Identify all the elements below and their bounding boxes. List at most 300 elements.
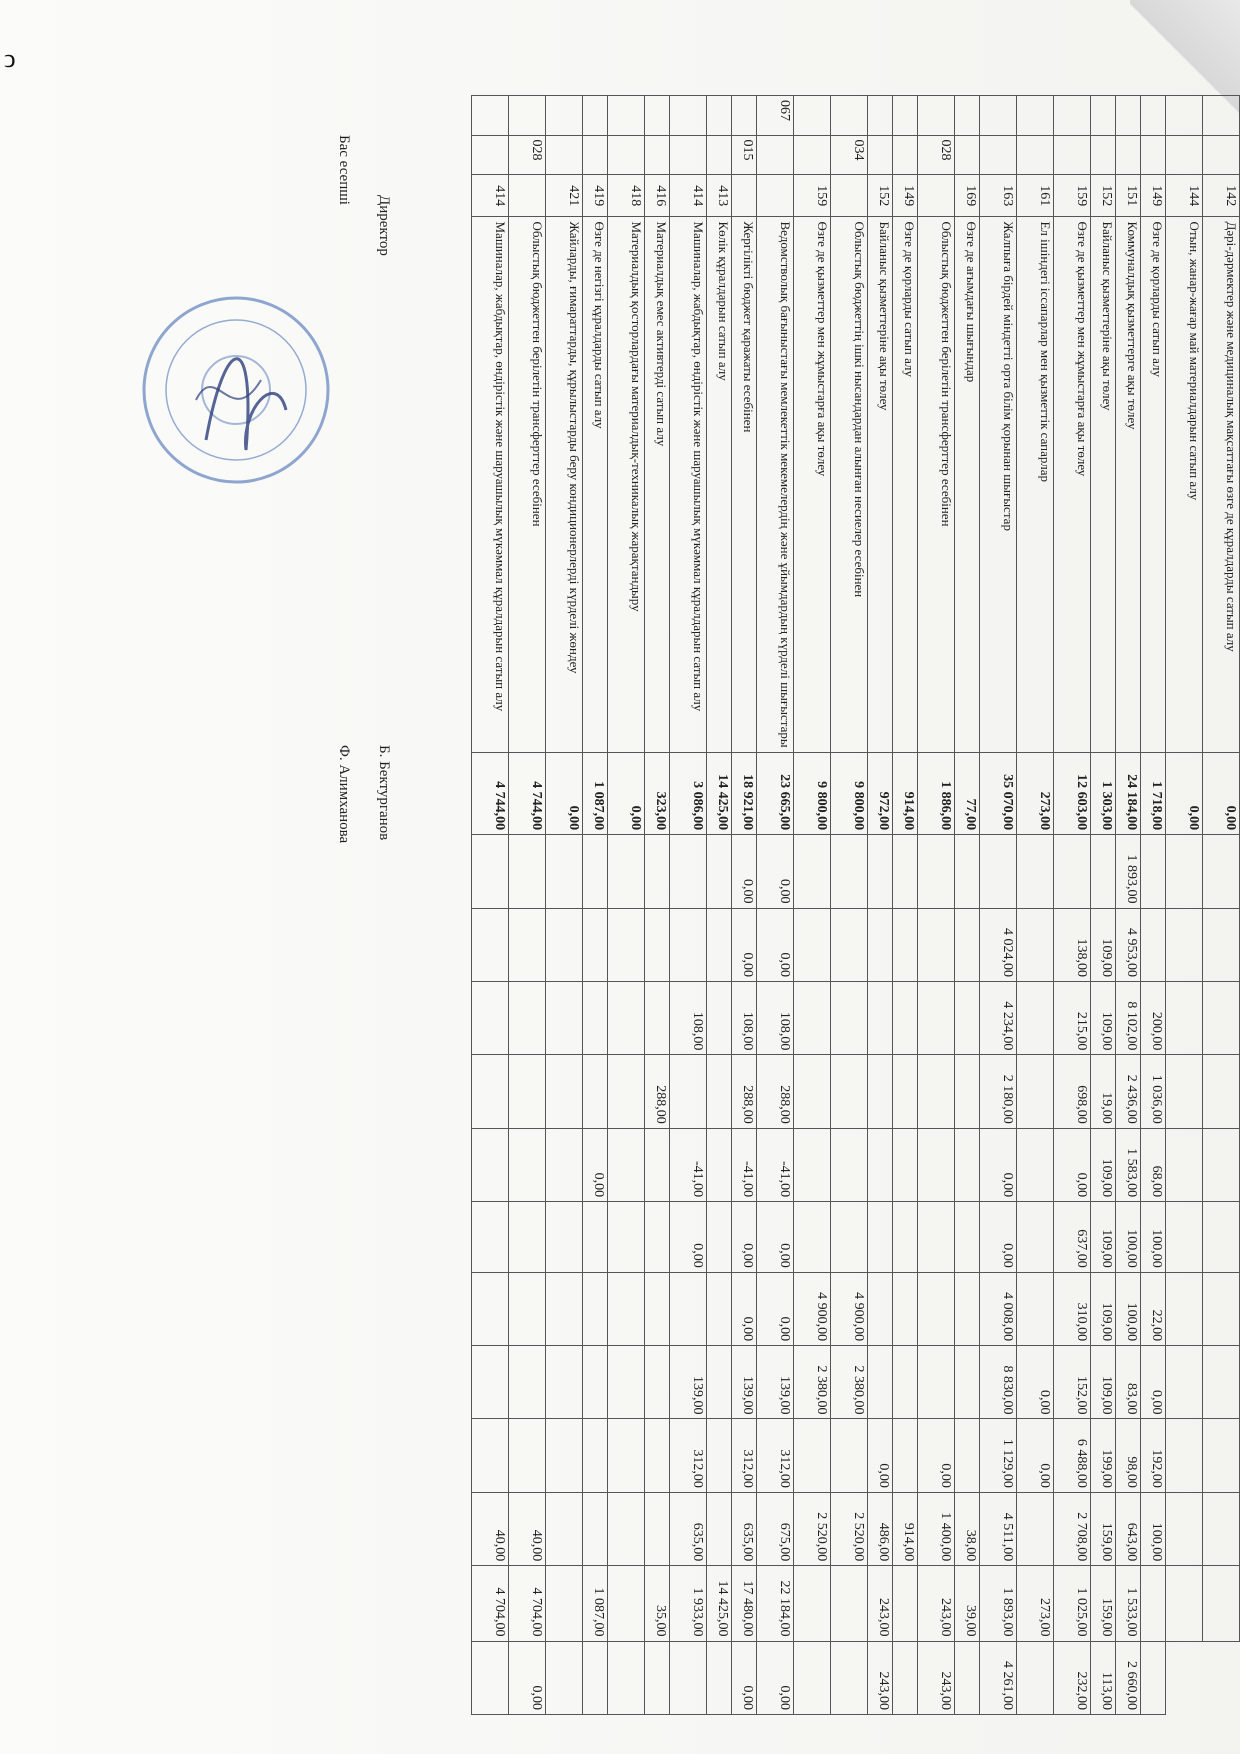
table-cell [1203, 1419, 1240, 1492]
director-name: Б. Бектурганов [376, 745, 392, 841]
table-cell [1166, 908, 1203, 981]
table-cell [893, 1566, 918, 1641]
table-cell [670, 835, 707, 908]
table-cell [831, 981, 868, 1054]
table-cell [472, 1202, 509, 1273]
table-cell [1141, 96, 1166, 136]
table-row [831, 96, 868, 1715]
table-row [546, 96, 583, 1715]
table-cell [1054, 96, 1091, 136]
table-cell [645, 1419, 670, 1492]
table-cell: 142 [1203, 175, 1240, 217]
table-cell: Өзге де негізгі құралдарды сатып алу [583, 217, 608, 752]
table-row [732, 96, 757, 1715]
table-cell [893, 1128, 918, 1201]
table-cell [546, 1641, 583, 1715]
table-cell [918, 1055, 955, 1128]
table-cell: 4 024,00 [980, 908, 1017, 981]
table-cell [955, 1641, 980, 1715]
table-cell: 39,00 [955, 1566, 980, 1641]
table-cell [1166, 1346, 1203, 1419]
table-cell: Жергілікті бюджет қаражаты есебінен [732, 217, 757, 752]
table-cell [1141, 1566, 1166, 1641]
table-cell [955, 1346, 980, 1419]
table-cell [546, 135, 583, 175]
table-cell: 109,00 [1091, 1202, 1116, 1273]
table-cell [893, 835, 918, 908]
table-cell [868, 835, 893, 908]
table-cell: 138,00 [1054, 908, 1091, 981]
table-cell [546, 1055, 583, 1128]
table-cell [1166, 1055, 1203, 1128]
table-cell [707, 908, 732, 981]
table-cell: Өзге де қызметтер мен жұмыстарға ақы төлеу [794, 217, 831, 752]
table-cell [980, 835, 1017, 908]
table-cell [1166, 1202, 1203, 1273]
table-cell: 9 800,00 [794, 752, 831, 835]
table-cell [509, 1055, 546, 1128]
table-cell [472, 1641, 509, 1715]
table-cell [831, 1419, 868, 1492]
table-cell: 9 800,00 [831, 752, 868, 835]
table-cell [645, 908, 670, 981]
table-cell [608, 981, 645, 1054]
table-cell [509, 1346, 546, 1419]
table-cell [509, 835, 546, 908]
table-cell [955, 981, 980, 1054]
table-cell: 200,00 [1141, 981, 1166, 1054]
table-cell: 152,00 [1054, 1346, 1091, 1419]
table-cell: 2 380,00 [794, 1346, 831, 1419]
table-cell [707, 1346, 732, 1419]
table-cell: 4 234,00 [980, 981, 1017, 1054]
table-cell [1017, 1492, 1054, 1565]
table-cell [893, 135, 918, 175]
table-cell [1017, 835, 1054, 908]
table-cell: 109,00 [1091, 908, 1116, 981]
table-cell: 1 933,00 [670, 1566, 707, 1641]
table-cell [546, 981, 583, 1054]
table-cell: 4 953,00 [1116, 908, 1141, 981]
table-cell: 2 380,00 [831, 1346, 868, 1419]
table-cell: 243,00 [868, 1641, 893, 1715]
table-cell [831, 1128, 868, 1201]
table-cell: 0,00 [732, 835, 757, 908]
table-cell [583, 1419, 608, 1492]
table-cell: -41,00 [757, 1128, 794, 1201]
table-cell: 192,00 [1141, 1419, 1166, 1492]
table-cell [670, 135, 707, 175]
table-cell [608, 835, 645, 908]
table-cell: 635,00 [670, 1492, 707, 1565]
table-cell [645, 1202, 670, 1273]
table-cell: 14 425,00 [707, 1566, 732, 1641]
table-cell: 152 [1091, 175, 1116, 217]
table-cell: 159 [794, 175, 831, 217]
table-cell: 914,00 [893, 752, 918, 835]
table-cell: Облыстық бюджеттен берілетін трансферттер есебінен [509, 217, 546, 752]
table-cell [980, 96, 1017, 136]
table-cell: 159,00 [1091, 1566, 1116, 1641]
table-cell [794, 1202, 831, 1273]
table-cell: 2 180,00 [980, 1055, 1017, 1128]
table-cell [1091, 835, 1116, 908]
table-cell: 288,00 [757, 1055, 794, 1128]
table-cell: 22,00 [1141, 1272, 1166, 1345]
table-cell: 0,00 [732, 1641, 757, 1715]
table-cell: -41,00 [732, 1128, 757, 1201]
table-cell [831, 1202, 868, 1273]
table-cell [955, 835, 980, 908]
table-cell: 100,00 [1116, 1272, 1141, 1345]
table-cell: 416 [645, 175, 670, 217]
table-cell: 139,00 [670, 1346, 707, 1419]
table-cell: 98,00 [1116, 1419, 1141, 1492]
table-cell [831, 1566, 868, 1641]
table-cell: 0,00 [1166, 752, 1203, 835]
table-cell [868, 1272, 893, 1345]
table-cell [831, 1055, 868, 1128]
table-cell: 0,00 [757, 1641, 794, 1715]
table-cell [608, 1202, 645, 1273]
table-cell [1203, 1128, 1240, 1201]
table-cell: Машиналар, жабдықтар, өндірістік және шаруашылық мүкәммал құралдарын сатып алу [472, 217, 509, 752]
table-cell: 2 520,00 [794, 1492, 831, 1565]
table-cell: 034 [831, 135, 868, 175]
table-cell: 100,00 [1141, 1492, 1166, 1565]
table-cell [1141, 135, 1166, 175]
table-cell [707, 96, 732, 136]
table-cell [472, 981, 509, 1054]
table-cell: 972,00 [868, 752, 893, 835]
table-cell: 1 718,00 [1141, 752, 1166, 835]
table-cell [670, 1641, 707, 1715]
table-cell [509, 981, 546, 1054]
table-cell [670, 908, 707, 981]
table-cell: 14 425,00 [707, 752, 732, 835]
table-cell: Жалпыға бірдей міндетті орта білім қорынан шығыстар [980, 217, 1017, 752]
table-cell: 108,00 [670, 981, 707, 1054]
table-cell: 273,00 [1017, 752, 1054, 835]
table-cell [645, 835, 670, 908]
table-cell: 199,00 [1091, 1419, 1116, 1492]
table-cell [732, 96, 757, 136]
table-cell [831, 835, 868, 908]
table-cell: 486,00 [868, 1492, 893, 1565]
table-cell: 161 [1017, 175, 1054, 217]
table-cell: 288,00 [732, 1055, 757, 1128]
table-cell [757, 175, 794, 217]
table-cell [472, 135, 509, 175]
table-cell: 414 [472, 175, 509, 217]
table-cell: 3 086,00 [670, 752, 707, 835]
table-cell [645, 1492, 670, 1565]
table-cell [707, 1128, 732, 1201]
table-cell [608, 1128, 645, 1201]
table-cell [645, 1128, 670, 1201]
table-cell [707, 835, 732, 908]
table-cell [608, 96, 645, 136]
table-cell: 4 261,00 [980, 1641, 1017, 1715]
table-cell: 163 [980, 175, 1017, 217]
table-cell: 1 087,00 [583, 1566, 608, 1641]
table-cell [608, 1492, 645, 1565]
table-cell: Коммуналдық қызметтерге ақы төлеу [1116, 217, 1141, 752]
table-cell: 028 [509, 135, 546, 175]
table-cell: 169 [955, 175, 980, 217]
table-cell: Ведомстволық бағыныстағы мемлекеттік мекемелердің және ұйымдардың күрделі шығыстары [757, 217, 794, 752]
table-cell [546, 1492, 583, 1565]
table-cell [918, 1272, 955, 1345]
table-row [608, 96, 645, 1715]
table-cell [583, 96, 608, 136]
table-cell [546, 1202, 583, 1273]
official-stamp [136, 290, 336, 490]
table-row [1203, 96, 1240, 1715]
table-cell [1203, 1272, 1240, 1345]
budget-table [471, 95, 1240, 1715]
table-cell [1017, 135, 1054, 175]
table-cell [868, 96, 893, 136]
table-row [1054, 96, 1091, 1715]
table-cell [1017, 1272, 1054, 1345]
table-cell [583, 981, 608, 1054]
table-row [757, 96, 794, 1715]
table-cell [583, 1055, 608, 1128]
table-row [1166, 96, 1203, 1715]
table-cell [955, 1128, 980, 1201]
table-cell [645, 135, 670, 175]
table-cell: 149 [893, 175, 918, 217]
table-cell: 35,00 [645, 1566, 670, 1641]
table-cell [1203, 835, 1240, 908]
table-cell [546, 1272, 583, 1345]
table-cell: 1 036,00 [1141, 1055, 1166, 1128]
table-cell: 0,00 [583, 1128, 608, 1201]
table-cell [1203, 96, 1240, 136]
binder-mark: ↄ [4, 44, 16, 73]
table-row [955, 96, 980, 1715]
table-cell: 1 087,00 [583, 752, 608, 835]
table-cell [1091, 135, 1116, 175]
table-cell: 015 [732, 135, 757, 175]
table-cell [707, 1492, 732, 1565]
table-cell: Ел ішіндегі іссапарлар мен қызметтік сапарлар [1017, 217, 1054, 752]
table-cell [509, 96, 546, 136]
table-cell: 419 [583, 175, 608, 217]
table-cell [509, 1419, 546, 1492]
table-cell: 0,00 [670, 1202, 707, 1273]
table-cell [608, 1641, 645, 1715]
table-cell [794, 908, 831, 981]
table-cell [546, 835, 583, 908]
table-cell: 40,00 [509, 1492, 546, 1565]
table-cell: 2 436,00 [1116, 1055, 1141, 1128]
table-cell [670, 1055, 707, 1128]
table-cell [1017, 1128, 1054, 1201]
table-cell: 4 008,00 [980, 1272, 1017, 1345]
table-cell: 0,00 [608, 752, 645, 835]
table-cell [1017, 96, 1054, 136]
table-cell: 24 184,00 [1116, 752, 1141, 835]
accountant-label: Бас есепші [336, 135, 352, 205]
table-cell [893, 1641, 918, 1715]
table-cell [1166, 981, 1203, 1054]
table-cell [707, 1055, 732, 1128]
table-cell: 2 708,00 [1054, 1492, 1091, 1565]
table-cell: 8 102,00 [1116, 981, 1141, 1054]
table-cell [583, 1492, 608, 1565]
table-cell [955, 135, 980, 175]
table-cell: 323,00 [645, 752, 670, 835]
table-cell: Жайларды, ғимараттарды, құрылыстарды беру кондиционерлерді күрделі жөндеу [546, 217, 583, 752]
table-cell [707, 1419, 732, 1492]
table-row [868, 96, 893, 1715]
table-cell: 1 893,00 [980, 1566, 1017, 1641]
table-cell: 139,00 [757, 1346, 794, 1419]
table-cell [1203, 135, 1240, 175]
table-cell [1203, 1055, 1240, 1128]
table-cell [472, 1272, 509, 1345]
table-cell [1203, 981, 1240, 1054]
table-cell [546, 96, 583, 136]
table-cell: Машиналар, жабдықтар, өндірістік және шаруашылық мүкәммал құралдарын сатып алу [670, 217, 707, 752]
table-cell [1017, 981, 1054, 1054]
table-cell: 139,00 [732, 1346, 757, 1419]
table-row [980, 96, 1017, 1715]
table-cell: 151 [1116, 175, 1141, 217]
table-row [1116, 96, 1141, 1715]
table-cell [831, 1641, 868, 1715]
table-cell [546, 1128, 583, 1201]
table-cell [1141, 835, 1166, 908]
table-cell [1166, 1419, 1203, 1492]
table-cell [868, 1346, 893, 1419]
table-cell [1203, 908, 1240, 981]
table-cell: 0,00 [868, 1419, 893, 1492]
table-cell [757, 135, 794, 175]
table-cell [1054, 135, 1091, 175]
table-cell [707, 1641, 732, 1715]
table-cell: Дәрі-дәрмектер және медициналық мақсаттағы өзге де құралдарды сатып алу [1203, 217, 1240, 752]
table-cell: 40,00 [472, 1492, 509, 1565]
table-cell: 1 533,00 [1116, 1566, 1141, 1641]
table-cell [608, 1346, 645, 1419]
table-row [918, 96, 955, 1715]
table-cell: 109,00 [1091, 1272, 1116, 1345]
table-row [509, 96, 546, 1715]
table-cell [1203, 1566, 1240, 1641]
table-cell: 0,00 [509, 1641, 546, 1715]
table-cell: 38,00 [955, 1492, 980, 1565]
table-cell [472, 1419, 509, 1492]
table-cell [955, 1202, 980, 1273]
table-cell: 0,00 [732, 1202, 757, 1273]
table-cell [893, 96, 918, 136]
table-cell: 4 900,00 [831, 1272, 868, 1345]
table-cell: 413 [707, 175, 732, 217]
table-cell [608, 1272, 645, 1345]
table-cell: 0,00 [1203, 752, 1240, 835]
table-cell [645, 1641, 670, 1715]
table-cell: Өзге де қызметтер мен жұмыстарға ақы төлеу [1054, 217, 1091, 752]
table-cell: 421 [546, 175, 583, 217]
table-cell: Облыстық бюджеттен берілетін трансферттер есебінен [918, 217, 955, 752]
table-cell [509, 1128, 546, 1201]
table-cell [707, 1272, 732, 1345]
table-cell [918, 1346, 955, 1419]
table-cell: Өзге де қорларды сатып алу [1141, 217, 1166, 752]
table-cell: 028 [918, 135, 955, 175]
table-row [645, 96, 670, 1715]
table-cell [472, 908, 509, 981]
table-cell [1166, 1128, 1203, 1201]
table-row [1017, 96, 1054, 1715]
table-cell [868, 981, 893, 1054]
table-cell: 0,00 [546, 752, 583, 835]
table-cell [893, 1272, 918, 1345]
table-cell [1166, 1566, 1203, 1641]
table-cell [955, 96, 980, 136]
table-cell: 4 900,00 [794, 1272, 831, 1345]
table-cell: 159 [1054, 175, 1091, 217]
table-cell: 68,00 [1141, 1128, 1166, 1201]
accountant-name: Ф. Алимханова [336, 745, 352, 844]
table-cell: 312,00 [732, 1419, 757, 1492]
table-cell [732, 175, 757, 217]
table-cell: 0,00 [1054, 1128, 1091, 1201]
table-cell [1203, 1346, 1240, 1419]
table-cell [509, 1272, 546, 1345]
table-cell [1166, 835, 1203, 908]
table-cell: 0,00 [757, 835, 794, 908]
table-cell: 0,00 [757, 1202, 794, 1273]
table-cell [608, 135, 645, 175]
table-cell: 418 [608, 175, 645, 217]
table-cell: 414 [670, 175, 707, 217]
table-cell [546, 1346, 583, 1419]
table-cell: Материалдық қосторлардағы материалдық-техникалық жарақтандыру [608, 217, 645, 752]
table-cell [583, 1272, 608, 1345]
table-cell [918, 981, 955, 1054]
table-cell [868, 1202, 893, 1273]
table-cell [955, 1055, 980, 1128]
table-cell: 288,00 [645, 1055, 670, 1128]
rotated-content [320, 95, 1240, 1715]
table-cell: 0,00 [757, 1272, 794, 1345]
table-cell [608, 1419, 645, 1492]
table-cell [918, 1128, 955, 1201]
table-cell: 1 583,00 [1116, 1128, 1141, 1201]
table-cell: 108,00 [732, 981, 757, 1054]
table-cell [918, 1202, 955, 1273]
table-cell [1166, 96, 1203, 136]
table-cell: 77,00 [955, 752, 980, 835]
table-cell: 22 184,00 [757, 1566, 794, 1641]
table-cell: 0,00 [1017, 1419, 1054, 1492]
table-cell: 12 603,00 [1054, 752, 1091, 835]
table-cell [583, 1641, 608, 1715]
table-cell [1091, 96, 1116, 136]
table-cell [918, 96, 955, 136]
table-cell [608, 908, 645, 981]
table-cell [583, 135, 608, 175]
table-cell [1141, 1641, 1166, 1715]
table-cell [955, 1272, 980, 1345]
table-cell: 17 480,00 [732, 1566, 757, 1641]
table-cell [1203, 1492, 1240, 1565]
table-cell: 0,00 [732, 1272, 757, 1345]
